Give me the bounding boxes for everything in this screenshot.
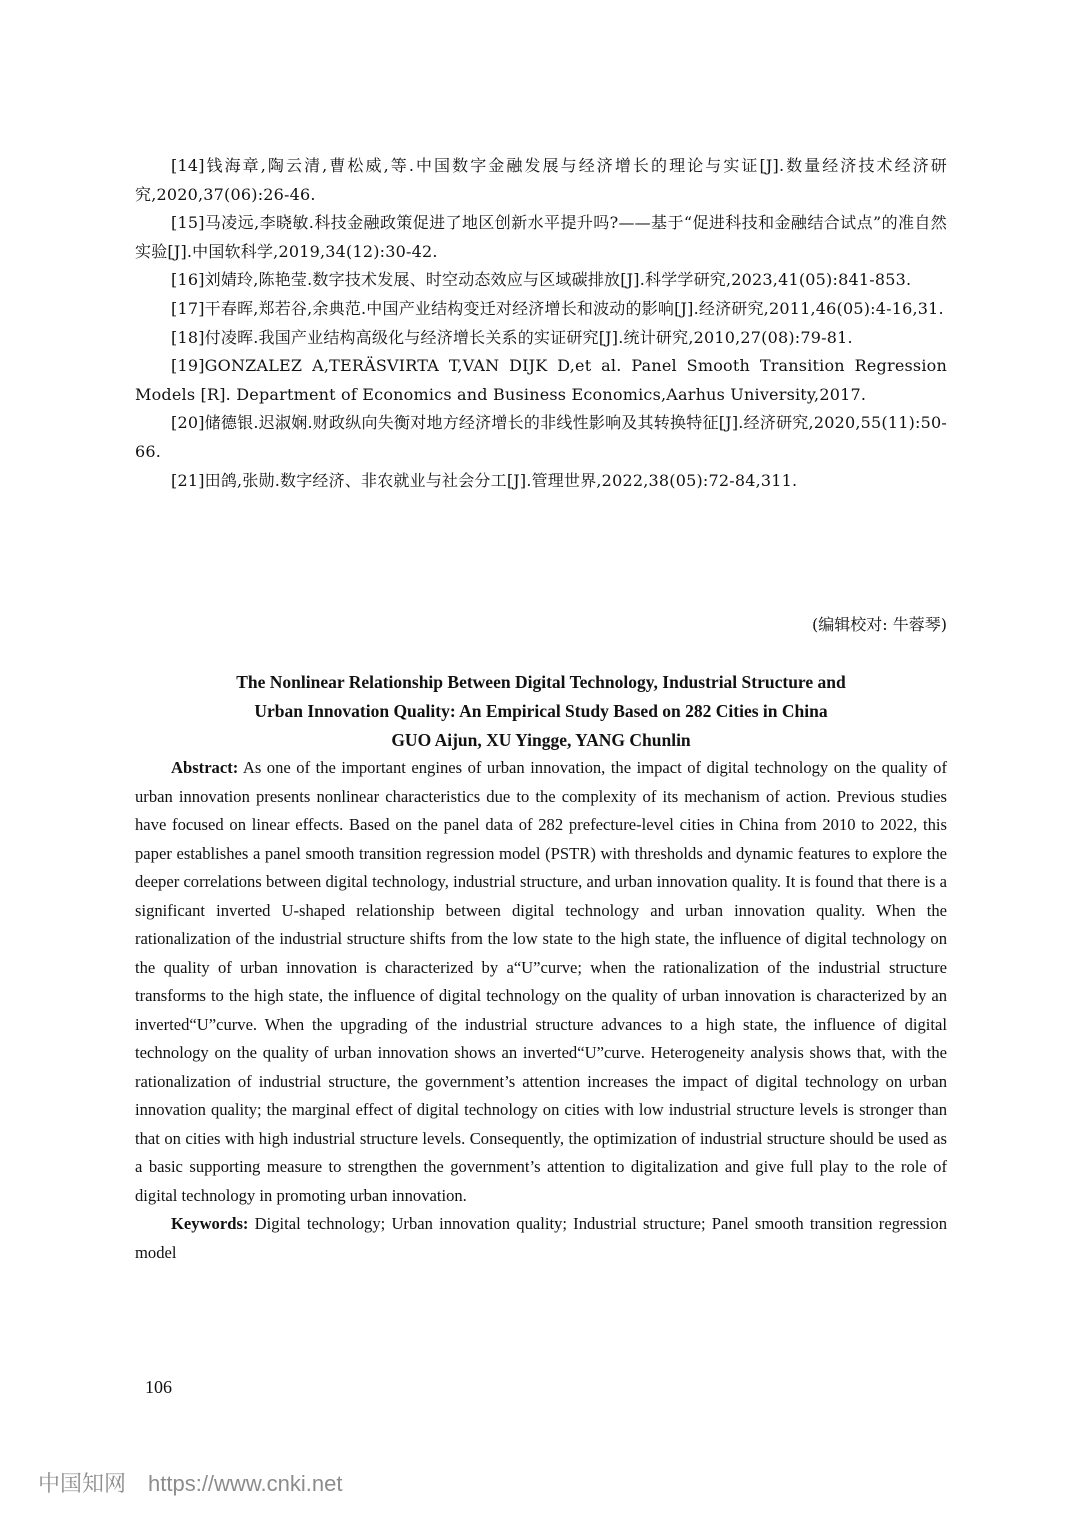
english-abstract (135, 754, 947, 1267)
english-title-block (135, 668, 947, 755)
reference-17: [17]干春晖,郑若谷,余典范.中国产业结构变迁对经济增长和波动的影响[J].经济研究,2011,46(05):4-16,31. (171, 298, 944, 318)
english-authors: GUO Aijun, XU Yingge, YANG Chunlin (391, 730, 691, 750)
reference-18: [18]付凌晖.我国产业结构高级化与经济增长关系的实证研究[J].统计研究,2010,27(08):79-81. (171, 327, 853, 347)
keywords-text: Digital technology; Urban innovation quality; Industrial structure; Panel smooth transition regression model (135, 1214, 947, 1262)
keywords-paragraph (135, 1210, 947, 1267)
reference-16: [16]刘婧玲,陈艳莹.数字技术发展、时空动态效应与区域碳排放[J].科学学研究,2023,41(05):841-853. (171, 270, 912, 290)
watermark-brand: 中国知网 (38, 1472, 127, 1497)
reference-15: [15]马凌远,李晓敏.科技金融政策促进了地区创新水平提升吗?——基于“促进科技和金融结合试点”的准自然实验[J].中国软科学,2019,34(12):30-42. (135, 213, 947, 261)
abstract-label: Abstract: (171, 758, 239, 777)
reference-14: [14]钱海章,陶云清,曹松威,等.中国数字金融发展与经济增长的理论与实证[J].数量经济技术经济研究,2020,37(06):26-46. (135, 156, 947, 204)
english-title-line-2: Urban Innovation Quality: An Empirical Study Based on 282 Cities in China (254, 701, 828, 721)
reference-list (135, 152, 947, 495)
abstract-text: As one of the important engines of urban innovation, the impact of digital technology on the quality of urban innovation presents nonlinear characteristics due to the complexity of its mechanism of action. Previous studies have focused on linear effects. Based on the panel data of 282 prefecture-level cities in China from 2010 to 2022, this paper establishes a panel smooth transition regression model (PSTR) with thresholds and dynamic features to explore the deeper correlations between digital technology, industrial structure, and urban innovation quality. It is found that there is a significant inverted U-shaped relationship between digital technology and urban innovation quality. When the rationalization of the industrial structure shifts from the low state to the high state, the influence of digital technology on the quality of urban innovation is characterized by a“U”curve; when the rationalization of the industrial structure transforms to the high state, the influence of digital technology on the quality of urban innovation is characterized by an inverted“U”curve. When the upgrading of the industrial structure advances to a high state, the influence of digital technology on the quality of urban innovation shows an inverted“U”curve. Heterogeneity analysis shows that, with the rationalization of industrial structure, the government’s attention increases the impact of digital technology on urban innovation quality; the marginal effect of digital technology on cities with low industrial structure levels is stronger than that on cities with high industrial structure levels. Consequently, the optimization of industrial structure should be used as a basic supporting measure to strengthen the government’s attention to digitalization and give full play to the role of digital technology in promoting urban innovation. (135, 758, 947, 1205)
editor-note: (编辑校对: 牛蓉琴) (812, 615, 947, 634)
english-title-line-1: The Nonlinear Relationship Between Digital Technology, Industrial Structure and (236, 672, 846, 692)
page-number: 106 (145, 1377, 172, 1397)
keywords-label: Keywords: (171, 1214, 249, 1233)
reference-20: [20]储德银.迟淑娴.财政纵向失衡对地方经济增长的非线性影响及其转换特征[J].经济研究,2020,55(11):50-66. (135, 413, 947, 461)
watermark-url: https://www.cnki.net (148, 1471, 343, 1496)
reference-21: [21]田鸽,张勋.数字经济、非农就业与社会分工[J].管理世界,2022,38(05):72-84,311. (171, 470, 798, 490)
reference-19: [19]GONZALEZ A,TERÄSVIRTA T,VAN DIJK D,et al. Panel Smooth Transition Regression Models [R]. Department of Economics and Business Economics,Aarhus University,2017. (135, 356, 947, 404)
abstract-paragraph (135, 754, 947, 1210)
cnki-watermark (38, 1467, 342, 1498)
